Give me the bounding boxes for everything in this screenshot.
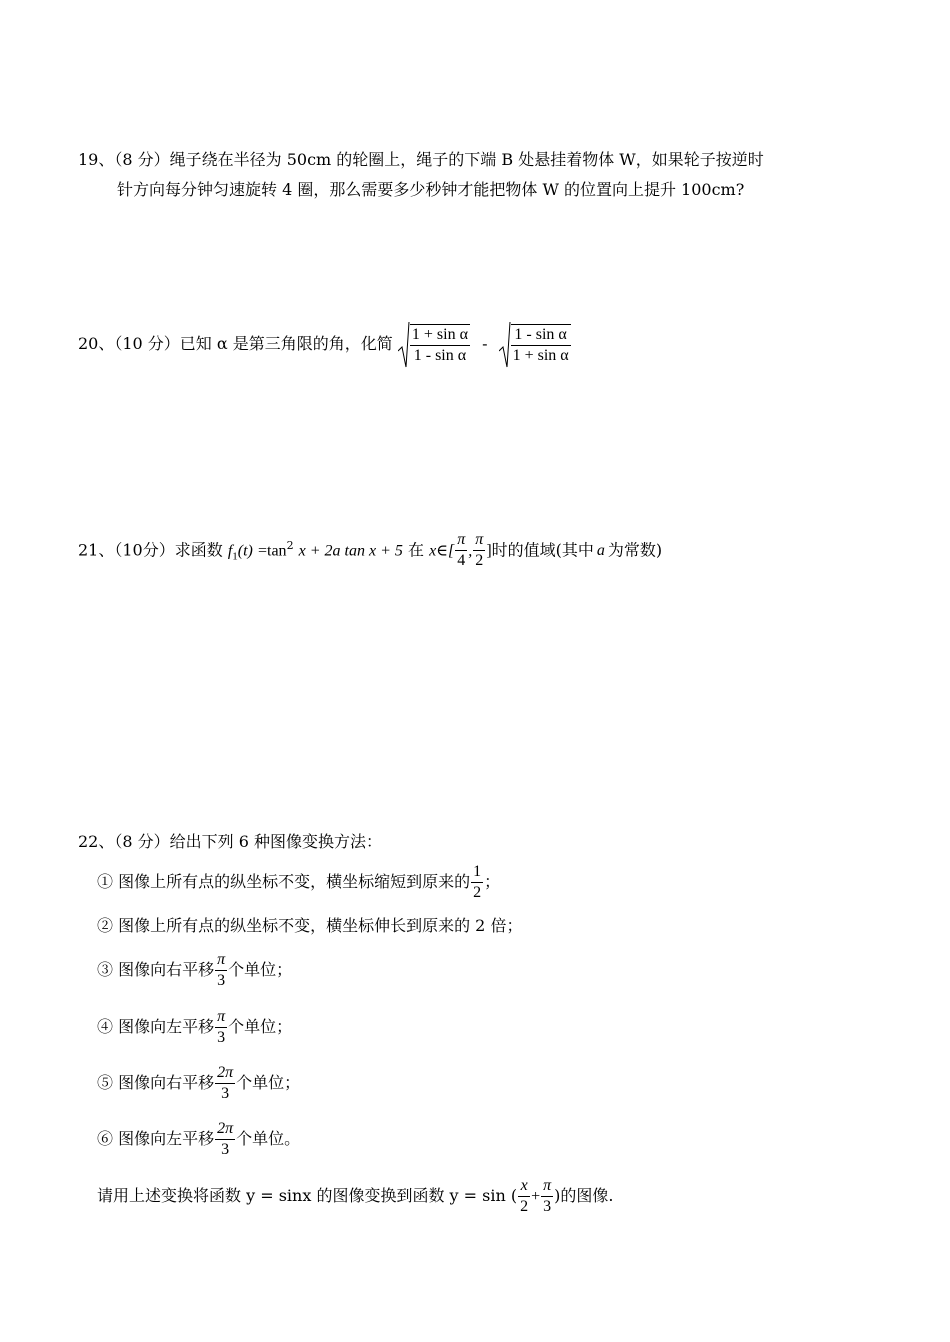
q22-item1-fraction: $\frac{1}{2}$: [473, 863, 482, 901]
q21-zai: 在: [408, 540, 425, 560]
q20-radical-1: [398, 321, 471, 369]
q22-item-4: ④ 图像向左平移 $\frac{\pi}{3}$ 个单位；: [97, 1008, 293, 1046]
q19-line2: 针方向每分钟匀速旋转 4 圈，那么需要多少秒钟才能把物体 W 的位置向上提升 100cm?: [117, 180, 745, 199]
q21-domain-close: ]: [486, 542, 492, 560]
q20-minus: -: [482, 334, 488, 353]
q21: [78, 522, 662, 581]
q20-text: 20、（10 分）已知 α 是第三角限的角，化简: [78, 334, 393, 353]
q21-tan: =tan: [257, 542, 287, 560]
q21-tail1: 时的值域(其中: [491, 540, 594, 560]
q21-expression: x + 2a tan x + 5: [298, 542, 403, 560]
q21-subscript: 1: [232, 550, 238, 563]
q22-item-1: ① 图像上所有点的纵坐标不变，横坐标缩短到原来的 $\frac{1}{2}$ ；: [97, 863, 501, 901]
q21-argument: (t): [237, 542, 253, 560]
q22-title: 22、（8 分）给出下列 6 种图像变换方法：: [78, 832, 382, 851]
q20-radical-2: [499, 321, 572, 369]
q20-fraction-1: $\frac{\text{1 + sin α}}{\text{1 - sin α}}$: [411, 326, 468, 364]
q21-square: 2: [286, 539, 294, 552]
q22-task-fraction-pi: $\frac{\pi}{3}$: [543, 1177, 552, 1215]
q21-fraction-b: $\frac{\pi}{2}$: [475, 531, 484, 570]
q22-task: 请用上述变换将函数 y = sinx 的图像变换到函数 y = sin ( $\frac{x}{2}$ + $\frac{\pi}{3}$ )的图像.: [97, 1177, 614, 1215]
q22-task-fraction-x: $\frac{x}{2}$: [520, 1177, 529, 1215]
q22-item6-fraction: $\frac{2\pi}{3}$: [217, 1120, 234, 1158]
q22-item4-fraction: $\frac{\pi}{3}$: [217, 1008, 226, 1046]
q21-a: a: [596, 542, 605, 560]
q22-item5-fraction: $\frac{2\pi}{3}$: [217, 1064, 234, 1102]
q21-tail2: 为常数): [607, 540, 663, 560]
q22-item3-fraction: $\frac{\pi}{3}$: [217, 951, 226, 989]
q21-fraction-a: $\frac{\pi}{4}$: [457, 531, 466, 570]
q22-item-2: ② 图像上所有点的纵坐标不变，横坐标伸长到原来的 2 倍；: [97, 916, 523, 935]
q20: [78, 320, 572, 369]
q22-item-5: ⑤ 图像向右平移 $\frac{2\pi}{3}$ 个单位；: [97, 1064, 301, 1102]
q22-item-6: ⑥ 图像向左平移 $\frac{2\pi}{3}$ 个单位。: [97, 1120, 301, 1158]
q21-domain-open: x∈[: [429, 542, 455, 560]
q20-fraction-2: $\frac{\text{1 - sin α}}{\text{1 + sin α}}$: [512, 326, 569, 364]
q21-lead: 21、（10分）求函数: [78, 540, 223, 560]
q22-item-3: ③ 图像向右平移 $\frac{\pi}{3}$ 个单位；: [97, 951, 293, 989]
q21-comma: ,: [468, 542, 473, 560]
q19-line1: 19、（8 分）绳子绕在半径为 50cm 的轮圈上，绳子的下端 B 处悬挂着物体 W，如果轮子按逆时: [78, 150, 764, 169]
q21-function-name: f: [227, 542, 233, 560]
